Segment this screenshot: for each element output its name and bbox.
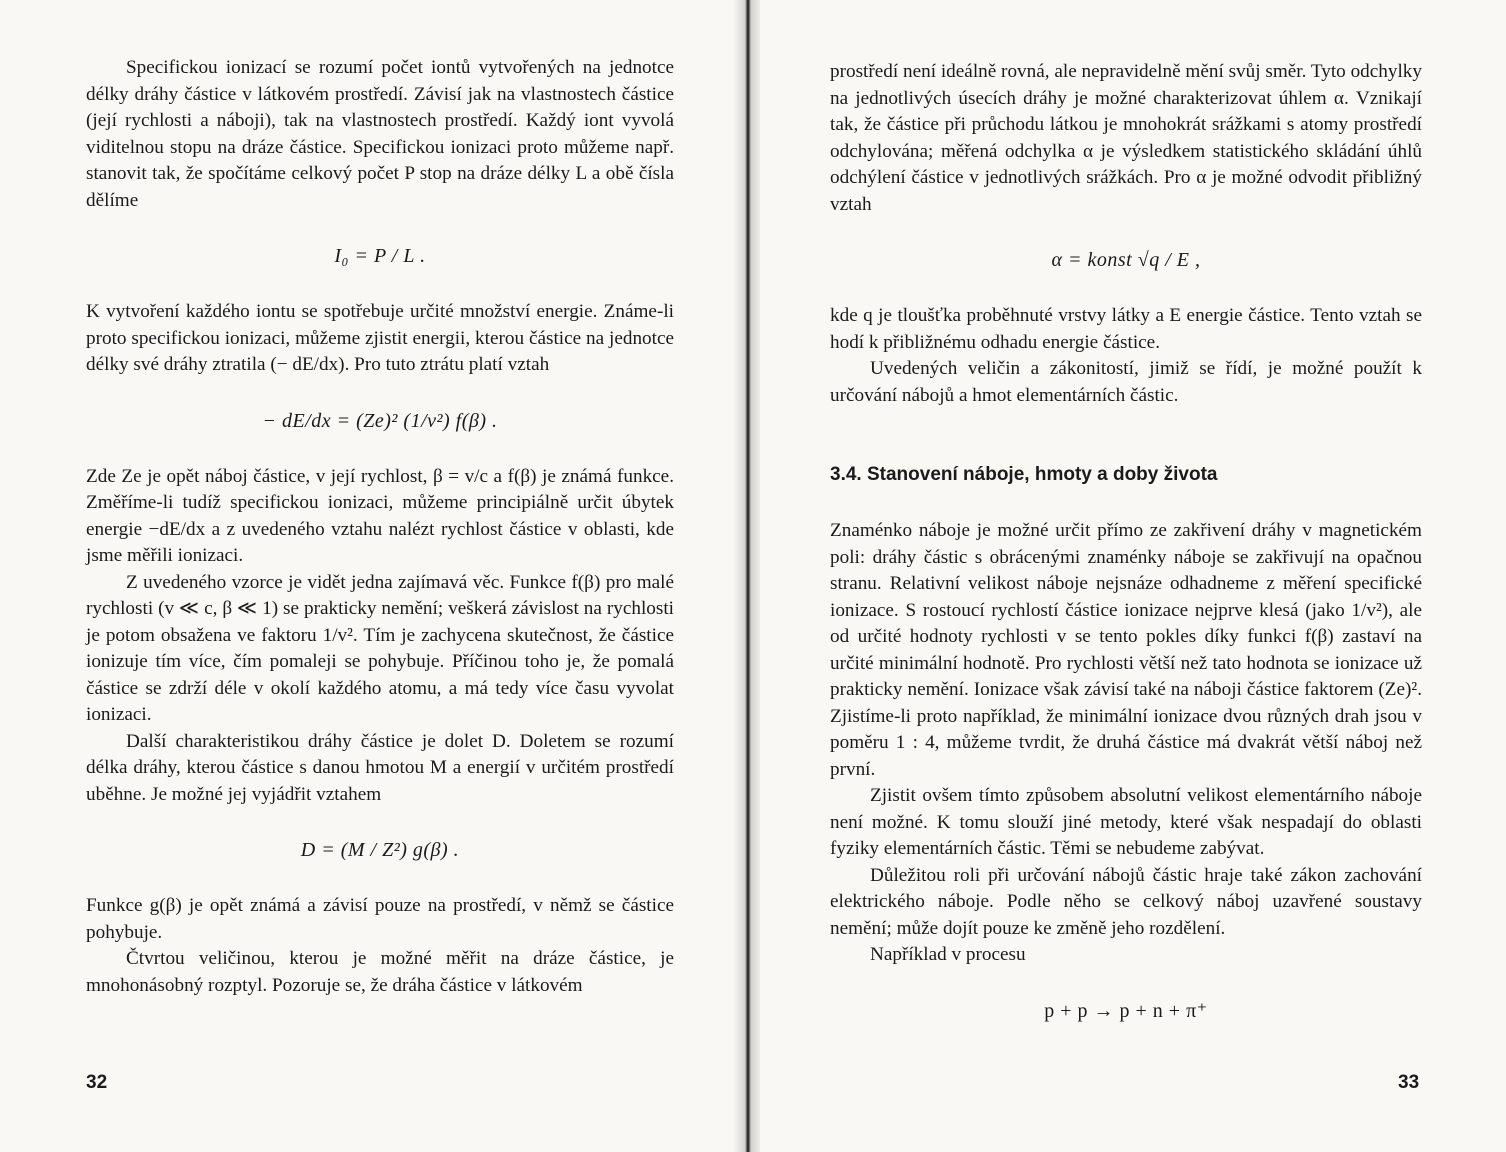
page-number: 32 — [86, 1072, 108, 1093]
paragraph: prostředí není ideálně rovná, ale nepravidelně mění svůj směr. Tyto odchylky na jednotlivých úsecích dráhy je možné charakterizovat úhlem α. Vznikají tak, že částice při průchodu látkou je mnohokrát srážkami s atomy prostředí odchylována; měřená odchylka α je výsledkem statistického skládání úhlů odchýlení částice v jednotlivých srážkách. Pro α je možné odvodit přibližný vztah — [830, 61, 1422, 215]
paragraph: Specifickou ionizací se rozumí počet iontů vytvořených na jednotce délky dráhy částice v látkovém prostředí. Závisí jak na vlastnostech částice (její rychlosti a náboji), tak na vlastnostech prostředí. Každý iont vyvolá viditelnou stopu na dráze částice. Specifickou ionizaci proto můžeme např. stanovit tak, že spočítáme celkový počet P stop na dráze délky L a obě čísla dělíme — [86, 57, 674, 211]
paragraph: Zjistit ovšem tímto způsobem absolutní velikost elementárního náboje není možné. K tomu slouží jiné metody, které však nespadají do oblasti fyziky elementárních částic. Těmi se nebudeme zabývat. — [830, 785, 1422, 859]
paragraph: Zde Ze je opět náboj částice, v její rychlost, β = v/c a f(β) je známá funkce. Změříme-li tudíž specifickou ionizaci, můžeme principiálně určit úbytek energie −dE/dx a z uvedeného vztahu nalézt rychlost částice v oblasti, kde jsme měřili ionizaci. — [86, 465, 674, 566]
paragraph: Uvedených veličin a zákonitostí, jimiž se řídí, je možné použít k určování nábojů a hmot elementárních částic. — [830, 358, 1422, 406]
formula-scattering-angle — [830, 231, 1422, 289]
right-text-column — [830, 59, 1422, 1054]
formula-range — [86, 821, 674, 879]
left-page — [0, 0, 748, 1152]
formula-text: I₀ = P / L . — [334, 245, 426, 267]
paragraph: Například v procesu — [870, 944, 1026, 965]
formula-energy-loss — [86, 392, 674, 450]
formula-specific-ionization — [86, 227, 674, 285]
paragraph: Další charakteristikou dráhy částice je dolet D. Doletem se rozumí délka dráhy, kterou částice s danou hmotou M a energií v určitém prostředí uběhne. Je možné jej vyjádřit vztahem — [86, 730, 674, 805]
paragraph: Z uvedeného vzorce je vidět jedna zajímavá věc. Funkce f(β) pro malé rychlosti (v ≪ c, β ≪ 1) se prakticky nemění; veškerá závislost na rychlosti je potom obsažena ve faktoru 1/v². Tím je zachycena skutečnost, že částice ionizuje tím více, čím pomaleji se pohybuje. Příčinou toho je, že pomalá částice se zdrží déle v okolí každého atomu, a má tedy více času vyvolat ionizaci. — [86, 571, 674, 725]
paragraph: Čtvrtou veličinou, kterou je možné měřit na dráze částice, je mnohonásobný rozptyl. Pozoruje se, že dráha částice v látkovém — [86, 948, 674, 996]
section-heading: 3.4. Stanovení náboje, hmoty a doby života — [830, 464, 1218, 485]
formula-text: p + p → p + n + π⁺ — [1044, 999, 1208, 1022]
left-text-column — [86, 55, 674, 999]
paragraph: Důležitou roli při určování nábojů částic hraje také zákon zachování elektrického náboje. Podle něho se celkový náboj uzavřené soustavy nemění; může dojít pouze ke změně jeho rozdělení. — [830, 864, 1422, 939]
paragraph: K vytvoření každého iontu se spotřebuje určité množství energie. Známe-li proto specifickou ionizaci, můžeme zjistit energii, kterou částice na jednotce délky své dráhy ztratila (− dE/dx). Pro tuto ztrátu platí vztah — [86, 301, 674, 375]
formula-text: − dE/dx = (Ze)² (1/v²) f(β) . — [262, 409, 498, 432]
book-gutter — [733, 0, 763, 1152]
right-page — [760, 0, 1506, 1152]
formula-text: D = (M / Z²) g(β) . — [300, 839, 460, 861]
paragraph: Funkce g(β) je opět známá a závisí pouze na prostředí, v němž se částice pohybuje. — [86, 895, 674, 943]
formula-text: α = konst √q / E , — [1051, 249, 1201, 271]
formula-reaction — [830, 982, 1422, 1040]
paragraph: kde q je tloušťka proběhnuté vrstvy látky a E energie částice. Tento vztah se hodí k přibližnému odhadu energie částice. — [830, 305, 1422, 353]
paragraph: Znaménko náboje je možné určit přímo ze zakřivení dráhy v magnetickém poli: dráhy částic s obrácenými znaménky náboje se zakřivují na opačnou stranu. Relativní velikost náboje nejsnáze odhadneme z měření specifické ionizace. S rostoucí rychlostí částice ionizace nejprve klesá (jako 1/v²), ale od určité hodnoty rychlosti v se tento pokles díky funkci f(β) zastaví na určité minimální hodnotě. Pro rychlosti větší než tato hodnota se ionizace už prakticky nemění. Ionizace však závisí také na náboji částice faktorem (Ze)². Zjistíme-li proto například, že minimální ionizace dvou různých drah jsou v poměru 1 : 4, můžeme tvrdit, že druhá částice má dvakrát větší náboj než první. — [830, 520, 1422, 780]
page-number: 33 — [1398, 1072, 1420, 1093]
